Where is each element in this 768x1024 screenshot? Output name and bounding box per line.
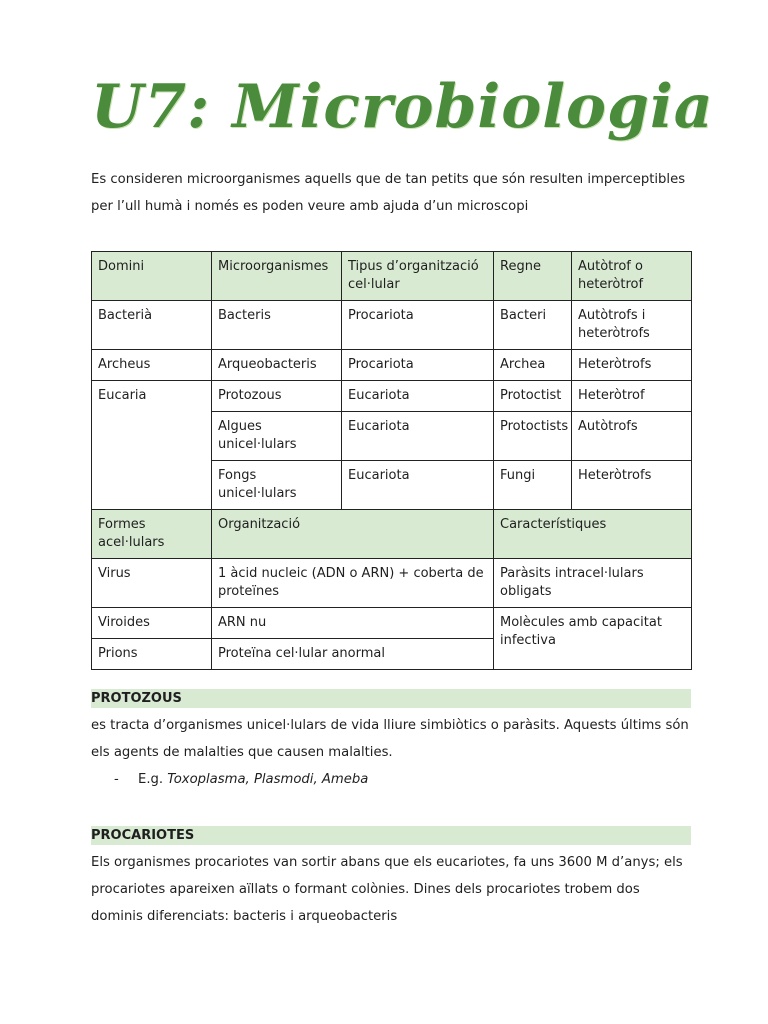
table-cell: Heteròtrofs [572, 350, 692, 381]
table-cell: Protozous [212, 381, 342, 412]
table-cell: Autòtrofs [572, 412, 692, 461]
table-cell: Procariota [342, 350, 494, 381]
table-cell: Fungi [494, 461, 572, 510]
table-cell: Fongs unicel·lulars [212, 461, 342, 510]
table-cell: Viroides [92, 608, 212, 639]
table-cell: 1 àcid nucleic (ADN o ARN) + coberta de proteïnes [212, 559, 494, 608]
table-cell: Protoctist [494, 381, 572, 412]
intro-paragraph: Es consideren microorganismes aquells que de tan petits que són resulten imperceptibles per l’ull humà i només es poden veure amb ajuda d’un microscopi [91, 172, 686, 214]
table-row [92, 301, 692, 350]
table-cell: Heteròtrofs [572, 461, 692, 510]
table-header-cell: Tipus d’organització cel·lular [342, 252, 494, 301]
table-cell: Arqueobacteris [212, 350, 342, 381]
protozous-paragraph: es tracta d’organismes unicel·lulars de vida lliure simbiòtics o paràsits. Aquests últims són els agents de malalties que causen malalties. [91, 718, 689, 760]
table-header-cell: Regne [494, 252, 572, 301]
section-heading-protozous: PROTOZOUS [91, 689, 691, 708]
table-cell: Archea [494, 350, 572, 381]
table-header-row [92, 252, 692, 301]
table-header-cell: Formes acel·lulars [92, 510, 212, 559]
procariotes-paragraph: Els organismes procariotes van sortir abans que els eucariotes, fa uns 3600 M d’anys; els procariotes apareixen aïllats o formant colònies. Dines dels procariotes trobem dos dominis diferenciats: bacteris i arqueobacteris [91, 855, 683, 924]
table-cell: Eucariota [342, 381, 494, 412]
table-row [92, 608, 692, 639]
section-heading-procariotes: PROCARIOTES [91, 826, 691, 845]
table-cell: ARN nu [212, 608, 494, 639]
table-cell: Archeus [92, 350, 212, 381]
table-cell: Bacteri [494, 301, 572, 350]
table-cell: Molècules amb capacitat infectiva [494, 608, 692, 670]
page-title: U7: Microbiologia [91, 72, 714, 142]
table-cell: Paràsits intracel·lulars obligats [494, 559, 692, 608]
table-row [92, 559, 692, 608]
table-cell: Proteïna cel·lular anormal [212, 639, 494, 670]
table-header-cell: Autòtrof o heteròtrof [572, 252, 692, 301]
examples-list: Toxoplasma, Plasmodi, Ameba [167, 772, 369, 787]
table-row [92, 381, 692, 412]
table-row [92, 350, 692, 381]
table-cell: Bacteris [212, 301, 342, 350]
table-header-row [92, 510, 692, 559]
table-cell: Eucariota [342, 412, 494, 461]
table-header-cell: Microorganismes [212, 252, 342, 301]
bullet-dash: - [114, 772, 119, 787]
table-header-cell: Organització [212, 510, 494, 559]
table-cell: Virus [92, 559, 212, 608]
table-cell: Eucaria [92, 381, 212, 510]
table-cell: Eucariota [342, 461, 494, 510]
table-cell: Protoctists [494, 412, 572, 461]
protozous-examples [114, 766, 368, 793]
table-cell: Algues unicel·lulars [212, 412, 342, 461]
table-cell: Bacterià [92, 301, 212, 350]
table-cell: Prions [92, 639, 212, 670]
table-cell: Autòtrofs i heteròtrofs [572, 301, 692, 350]
examples-prefix: E.g. [138, 772, 168, 787]
table-header-cell: Característiques [494, 510, 692, 559]
table-cell: Procariota [342, 301, 494, 350]
table-cell: Heteròtrof [572, 381, 692, 412]
table-header-cell: Domini [92, 252, 212, 301]
microorganisms-table [91, 251, 692, 670]
